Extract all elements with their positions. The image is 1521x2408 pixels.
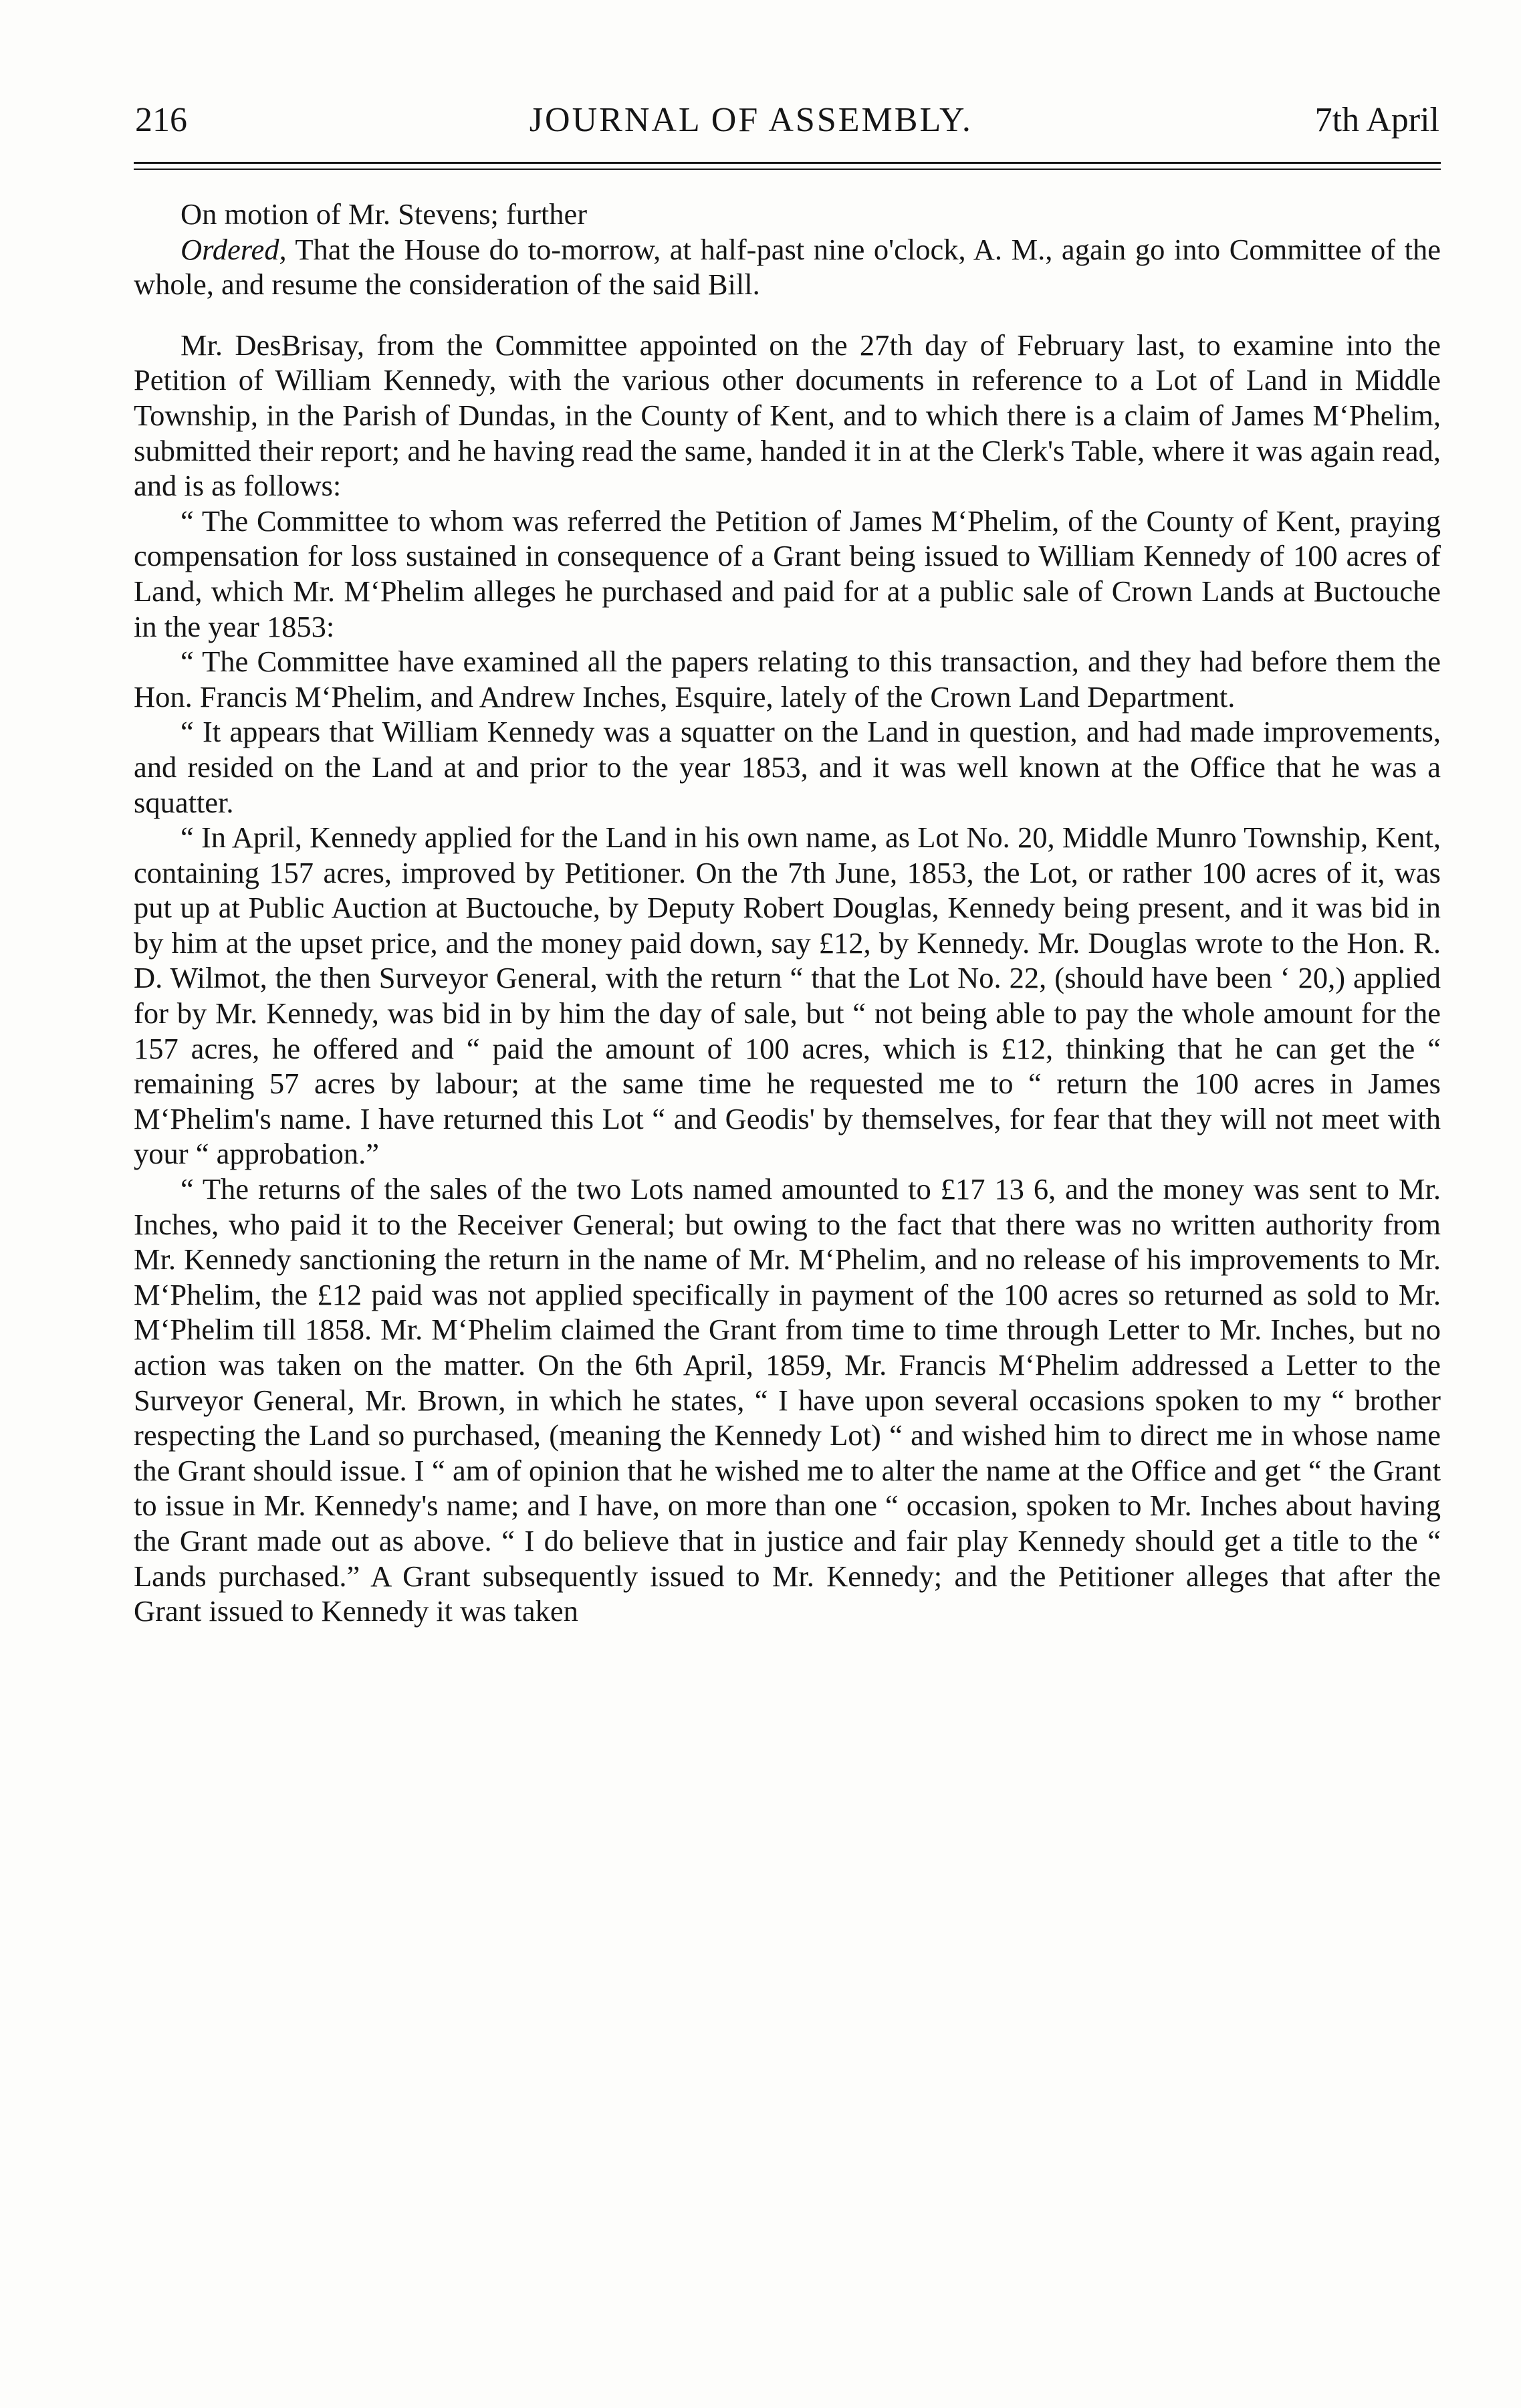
- page-header: [134, 100, 1441, 147]
- paragraph: “ The Committee to whom was referred the Petition of James M‘Phelim, of the County of Kent, praying compensation for loss sustained in consequence of a Grant being issued to William Kennedy of 100 acres of Land, which Mr. M‘Phelim alleges he purchased and paid for at a public sale of Crown Lands at Buctouche in the year 1853:: [134, 504, 1441, 643]
- paragraph: “ In April, Kennedy applied for the Land in his own name, as Lot No. 20, Middle Munro Township, Kent, containing 157 acres, improved by Petitioner. On the 7th June, 1853, the Lot, or rather 100 acres of it, was put up at Public Auction at Buctouche, by Deputy Robert Douglas, Kennedy being present, and it was bid in by him at the upset price, and the money paid down, say £12, by Kennedy. Mr. Douglas wrote to the Hon. R. D. Wilmot, the then Surveyor General, with the return “ that the Lot No. 22, (should have been ‘ 20,) applied for by Mr. Kennedy, was bid in by him the day of sale, but “ not being able to pay the whole amount for the 157 acres, he offered and “ paid the amount of 100 acres, which is £12, thinking that he can get the “ remaining 57 acres by labour; at the same time he requested me to “ return the 100 acres in James M‘Phelim's name. I have returned this Lot “ and Geodis' by themselves, for fear that they will not meet with your “ approbation.”: [134, 820, 1441, 1171]
- journal-title: JOURNAL OF ASSEMBLY.: [529, 101, 973, 139]
- paragraph: Mr. DesBrisay, from the Committee appointed on the 27th day of February last, to examine into the Petition of William Kennedy, with the various other documents in reference to a Lot of Land in Middle Township, in the Parish of Dundas, in the County of Kent, and to which there is a claim of James M‘Phelim, submitted their report; and he having read the same, handed it in at the Clerk's Table, where it was again read, and is as follows:: [134, 328, 1441, 503]
- paragraph: Ordered, That the House do to-morrow, at half-past nine o'clock, A. M., again go into Committee of the whole, and resume the consideration of the said Bill.: [134, 232, 1441, 302]
- paragraph: “ The returns of the sales of the two Lots named amounted to £17 13 6, and the money was sent to Mr. Inches, who paid it to the Receiver General; but owing to the fact that there was no written authority from Mr. Kennedy sanctioning the return in the name of Mr. M‘Phelim, and no release of his improvements to Mr. M‘Phelim, the £12 paid was not applied specifically in payment of the 100 acres so returned as sold to Mr. M‘Phelim till 1858. Mr. M‘Phelim claimed the Grant from time to time through Letter to Mr. Inches, but no action was taken on the matter. On the 6th April, 1859, Mr. Francis M‘Phelim addressed a Letter to the Surveyor General, Mr. Brown, in which he states, “ I have upon several occasions spoken to my “ brother respecting the Land so purchased, (meaning the Kennedy Lot) “ and wished him to direct me in whose name the Grant should issue. I “ am of opinion that he wished me to alter the name at the Office and get “ the Grant to issue in Mr. Kennedy's name; and I have, on more than one “ occasion, spoken to Mr. Inches about having the Grant made out as above. “ I do believe that in justice and fair play Kennedy should get a title to the “ Lands purchased.” A Grant subsequently issued to Mr. Kennedy; and the Petitioner alleges that after the Grant issued to Kennedy it was taken: [134, 1172, 1441, 1628]
- header-rule-thin: [134, 169, 1441, 170]
- paragraph: “ It appears that William Kennedy was a squatter on the Land in question, and had made improvements, and resided on the Land at and prior to the year 1853, and it was well known at the Office that he was a squatter.: [134, 715, 1441, 819]
- page-date: 7th April: [1314, 101, 1439, 139]
- journal-page: [134, 100, 1441, 1629]
- paragraph: On motion of Mr. Stevens; further: [181, 197, 588, 231]
- paragraph: “ The Committee have examined all the papers relating to this transaction, and they had before them the Hon. Francis M‘Phelim, and Andrew Inches, Esquire, lately of the Crown Land Department.: [134, 645, 1441, 714]
- page-number: 216: [135, 101, 187, 139]
- header-rule-thick: [134, 162, 1441, 164]
- body-text: [134, 197, 1441, 1629]
